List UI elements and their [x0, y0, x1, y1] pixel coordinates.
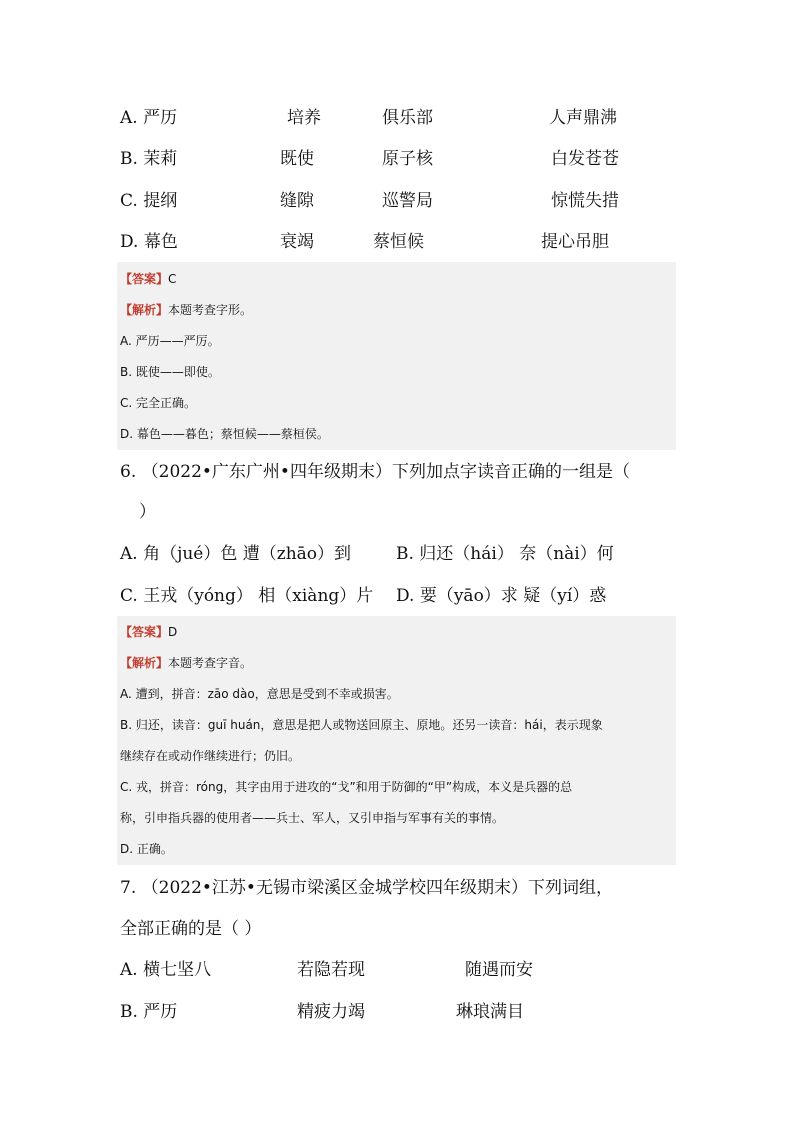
q5-analysis-item: B. 既使——即使。: [120, 365, 220, 379]
answer-tag: 【答案】: [120, 625, 169, 639]
q5-option-b-word3: 原子核: [382, 149, 433, 169]
q5-analysis-line: [120, 302, 252, 318]
q6-analysis-line: [120, 655, 252, 671]
q5-option-c-word3: 巡警局: [382, 191, 433, 211]
q6-analysis-item: B. 归还，读音：guī huán，意思是把人或物送回原主、原地。还另一读音：hái，表示现象: [120, 718, 603, 732]
q5-option-d-word2: 衰竭: [280, 232, 314, 252]
q5-option-a-word4: 人声鼎沸: [549, 108, 617, 128]
answer-value: D: [168, 625, 178, 639]
q5-option-b-word2: 既使: [280, 149, 314, 169]
q5-option-c-word4: 惊慌失措: [551, 191, 619, 211]
q5-analysis-item: C. 完全正确。: [120, 396, 197, 410]
analysis-text: 本题考查字形。: [168, 303, 253, 317]
q7-option-a-word3: 随遇而安: [465, 960, 533, 980]
q6-answer-box: [117, 616, 676, 865]
q7-option-a-label: A. 横七坚八: [120, 960, 212, 980]
q5-option-d-word4: 提心吊胆: [541, 232, 609, 252]
q5-option-a-word3: 俱乐部: [382, 108, 433, 128]
analysis-tag: 【解析】: [120, 656, 169, 670]
q7-stem-line1: 7. （2022•江苏•无锡市梁溪区金城学校四年级期末）下列词组，: [120, 878, 613, 898]
q6-analysis-item: A. 遭到，拼音：zāo dào，意思是受到不幸或损害。: [120, 687, 399, 701]
q6-stem-line2: ）: [139, 502, 156, 522]
q6-analysis-item: 继续存在或动作继续进行；仍旧。: [120, 749, 301, 763]
q6-analysis-item: C. 戎，拼音：róng，其字由用于进攻的“戈”和用于防御的“甲”构成，本义是兵器的总: [120, 780, 573, 794]
q5-option-d-label: D. 幕色: [120, 232, 178, 252]
q6-stem-line1: 6. （2022•广东广州•四年级期末）下列加点字读音正确的一组是（: [120, 462, 630, 482]
q5-option-a-label: A. 严历: [120, 108, 178, 128]
q7-option-b-label: B. 严历: [120, 1002, 178, 1022]
q5-option-b-label: B. 茉莉: [120, 149, 178, 169]
q6-analysis-item: D. 正确。: [120, 842, 173, 856]
q6-option-a: A. 角（jué）色 遭（zhāo）到: [120, 544, 352, 564]
q5-option-a-word2: 培养: [287, 108, 321, 128]
q5-analysis-item: D. 幕色——暮色；蔡恒候——蔡桓侯。: [120, 427, 329, 441]
q7-stem-line2: 全部正确的是（ ）: [120, 919, 262, 939]
q5-answer-line: [120, 271, 176, 287]
q5-option-d-word3: 蔡恒候: [373, 232, 424, 252]
q5-option-c-label: C. 提纲: [120, 191, 178, 211]
q7-option-b-word3: 琳琅满目: [456, 1002, 524, 1022]
q5-analysis-item: A. 严历——严厉。: [120, 334, 220, 348]
answer-value: C: [168, 272, 177, 286]
q5-option-b-word4: 白发苍苍: [551, 149, 619, 169]
q6-option-d: D. 要（yāo）求 疑（yí）惑: [396, 586, 607, 606]
q7-option-b-word2: 精疲力竭: [297, 1002, 365, 1022]
q6-option-b: B. 归还（hái） 奈（nài）何: [396, 544, 614, 564]
q5-answer-box: [117, 262, 676, 450]
q6-answer-line: [120, 624, 177, 640]
q5-option-c-word2: 缝隙: [280, 191, 314, 211]
q7-option-a-word2: 若隐若现: [297, 960, 365, 980]
analysis-tag: 【解析】: [120, 303, 169, 317]
answer-tag: 【答案】: [120, 272, 169, 286]
q6-analysis-item: 称，引申指兵器的使用者——兵士、军人，又引申指与军事有关的事情。: [120, 811, 505, 825]
analysis-text: 本题考查字音。: [168, 656, 253, 670]
q6-option-c: C. 王戎（yóng） 相（xiàng）片: [120, 586, 374, 606]
